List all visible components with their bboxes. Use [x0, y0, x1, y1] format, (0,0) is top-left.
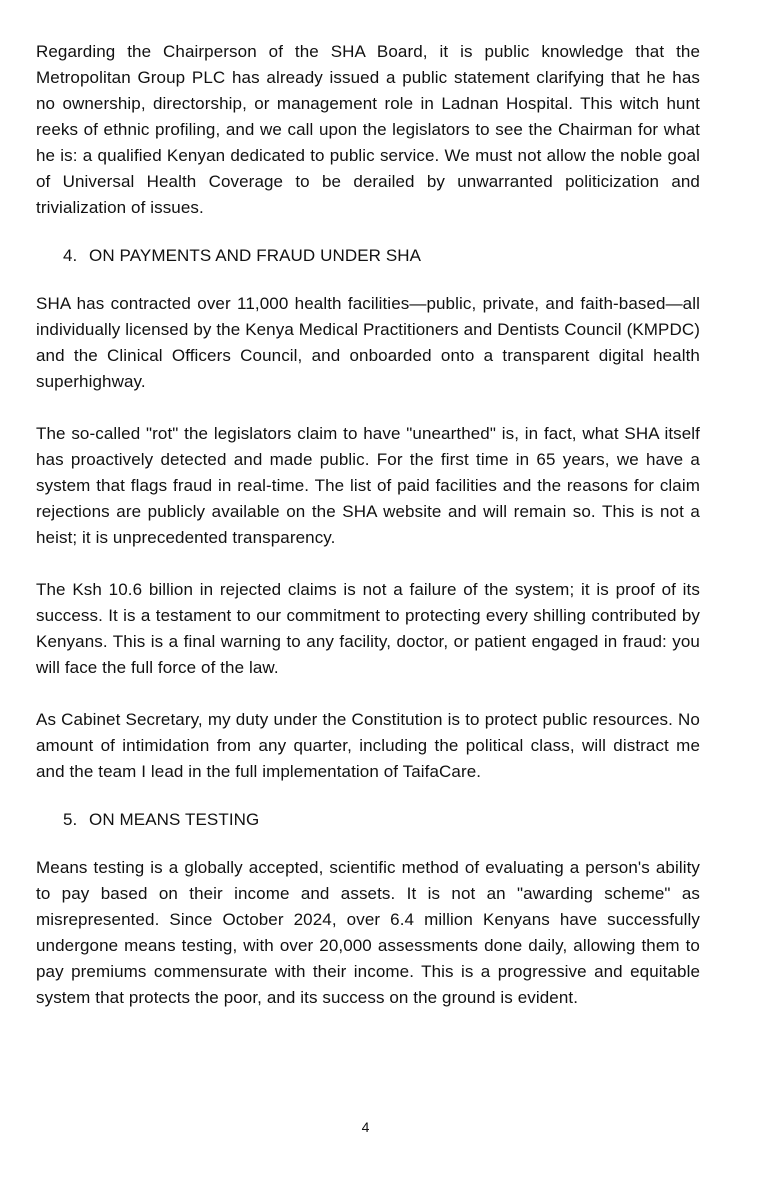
paragraph-facilities: SHA has contracted over 11,000 health facilities—public, private, and faith-based—all individually licensed by the Kenya Medical Practitioners and Dentists Council (KMPDC) and the Clinical Officers Council, and onboarded onto a transparent digital health superhighway. [36, 294, 700, 391]
section-number: 4. [63, 246, 78, 265]
section-title: ON PAYMENTS AND FRAUD UNDER SHA [89, 246, 422, 265]
section-title: ON MEANS TESTING [89, 810, 260, 829]
section-heading-payments-fraud [63, 243, 700, 269]
document-page [36, 39, 700, 1037]
page-number: 4 [361, 1119, 370, 1135]
paragraph-rot: The so-called "rot" the legislators claim to have "unearthed" is, in fact, what SHA itself has proactively detected and made public. For the first time in 65 years, we have a system that flags fraud in real-time. The list of paid facilities and the reasons for claim rejections are publicly available on the SHA website and will remain so. This is not a heist; it is unprecedented transparency. [36, 424, 700, 547]
paragraph-means-testing: Means testing is a globally accepted, scientific method of evaluating a person's ability to pay based on their income and assets. It is not an "awarding scheme" as misrepresented. Since October 2024, over 6.4 million Kenyans have successfully undergone means testing, with over 20,000 assessments done daily, allowing them to pay premiums commensurate with their income. This is a progressive and equitable system that protects the poor, and its success on the ground is evident. [36, 858, 700, 1007]
section-number: 5. [63, 810, 78, 829]
paragraph-rejected-claims: The Ksh 10.6 billion in rejected claims is not a failure of the system; it is proof of its success. It is a testament to our commitment to protecting every shilling contributed by Kenyans. This is a final warning to any facility, doctor, or patient engaged in fraud: you will face the full force of the law. [36, 580, 700, 677]
paragraph-chairperson: Regarding the Chairperson of the SHA Board, it is public knowledge that the Metropolitan Group PLC has already issued a public statement clarifying that he has no ownership, directorship, or management role in Ladnan Hospital. This witch hunt reeks of ethnic profiling, and we call upon the legislators to see the Chairman for what he is: a qualified Kenyan dedicated to public service. We must not allow the noble goal of Universal Health Coverage to be derailed by unwarranted politicization and trivialization of issues. [36, 42, 700, 217]
section-heading-means-testing [63, 807, 700, 833]
paragraph-cabinet-secretary: As Cabinet Secretary, my duty under the Constitution is to protect public resources. No amount of intimidation from any quarter, including the political class, will distract me and the team I lead in the full implementation of TaifaCare. [36, 710, 700, 781]
